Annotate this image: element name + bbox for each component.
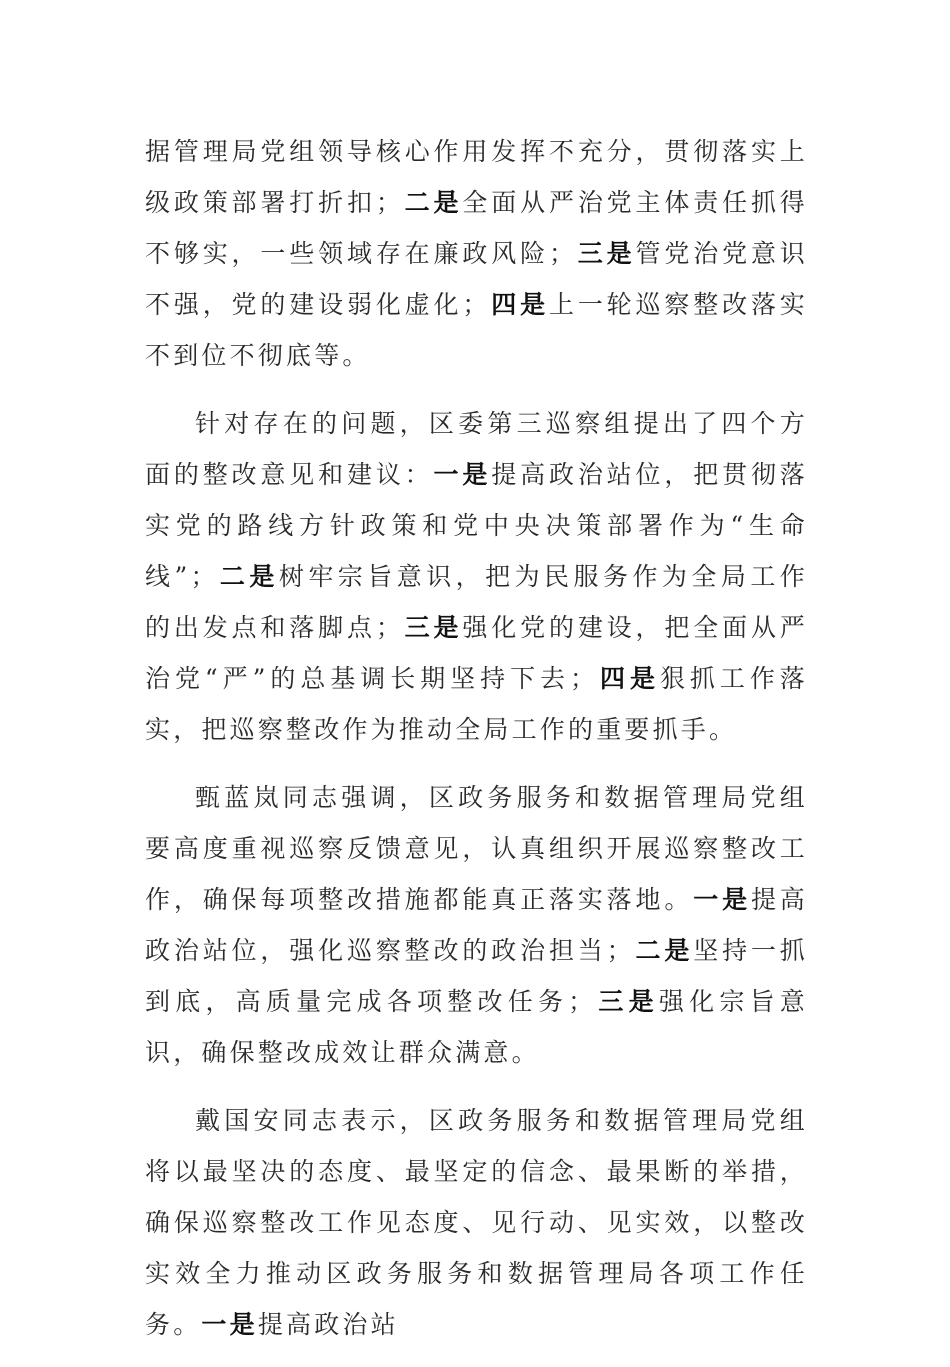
text-run: 戴国安同志表示，区政务服务和数据管理局党组将以最坚决的态度、最坚定的信念、最果断的举措，确保巡察整改工作见态度、见行动、见实效，以整改实效全力推动区政务服务和数据管理局各项工作任务。 [145, 1106, 808, 1339]
text-run: 强化宗旨意识，确保整改成效让群众满意。 [145, 987, 808, 1067]
text-run-bold: 四是 [490, 290, 549, 319]
paragraph-4 [145, 1095, 808, 1350]
paragraph-1 [145, 126, 808, 381]
document-body [145, 126, 808, 1367]
text-run: 坚持一抓到底，高质量完成各项整改任务； [145, 936, 808, 1016]
text-run-bold: 一是 [201, 1310, 258, 1339]
text-run: 狠抓工作落实，把巡察整改作为推动全局工作的重要抓手。 [145, 664, 808, 744]
text-run: 提高政治站位，强化巡察整改的政治担当； [145, 885, 808, 965]
text-run: 全面从严治党主体责任抓得不够实，一些领域存在廉政风险； [145, 188, 808, 268]
text-run-bold: 三是 [577, 239, 636, 268]
text-run: 树牢宗旨意识，把为民服务作为全局工作的出发点和落脚点； [145, 562, 808, 642]
text-run-bold: 一是 [433, 460, 492, 489]
text-run: 针对存在的问题，区委第三巡察组提出了四个方面的整改意见和建议： [145, 409, 808, 489]
paragraph-3 [145, 772, 808, 1078]
text-run-bold: 四是 [598, 664, 660, 693]
text-run: 管党治党意识不强，党的建设弱化虚化； [145, 239, 808, 319]
text-run-bold: 三是 [596, 987, 659, 1016]
paragraph-2 [145, 398, 808, 755]
text-run-bold: 一是 [693, 885, 751, 914]
text-run-bold: 二是 [404, 188, 463, 217]
text-run: 上一轮巡察整改落实不到位不彻底等。 [145, 290, 808, 370]
text-run-bold: 二是 [634, 936, 694, 965]
text-run: 强化党的建设，把全面从严治党“严”的总基调长期坚持下去； [145, 613, 808, 693]
text-run-bold: 三是 [404, 613, 463, 642]
text-run: 提高政治站 [257, 1310, 399, 1339]
text-run: 提高政治站位，把贯彻落实党的路线方针政策和党中央决策部署作为“生命线”； [145, 460, 809, 591]
text-run-bold: 二是 [218, 562, 279, 591]
text-run: 甄蓝岚同志强调，区政务服务和数据管理局党组要高度重视巡察反馈意见，认真组织开展巡察整改工作，确保每项整改措施都能真正落实落地。 [145, 783, 808, 914]
text-run: 据管理局党组领导核心作用发挥不充分，贯彻落实上级政策部署打折扣； [145, 137, 808, 217]
